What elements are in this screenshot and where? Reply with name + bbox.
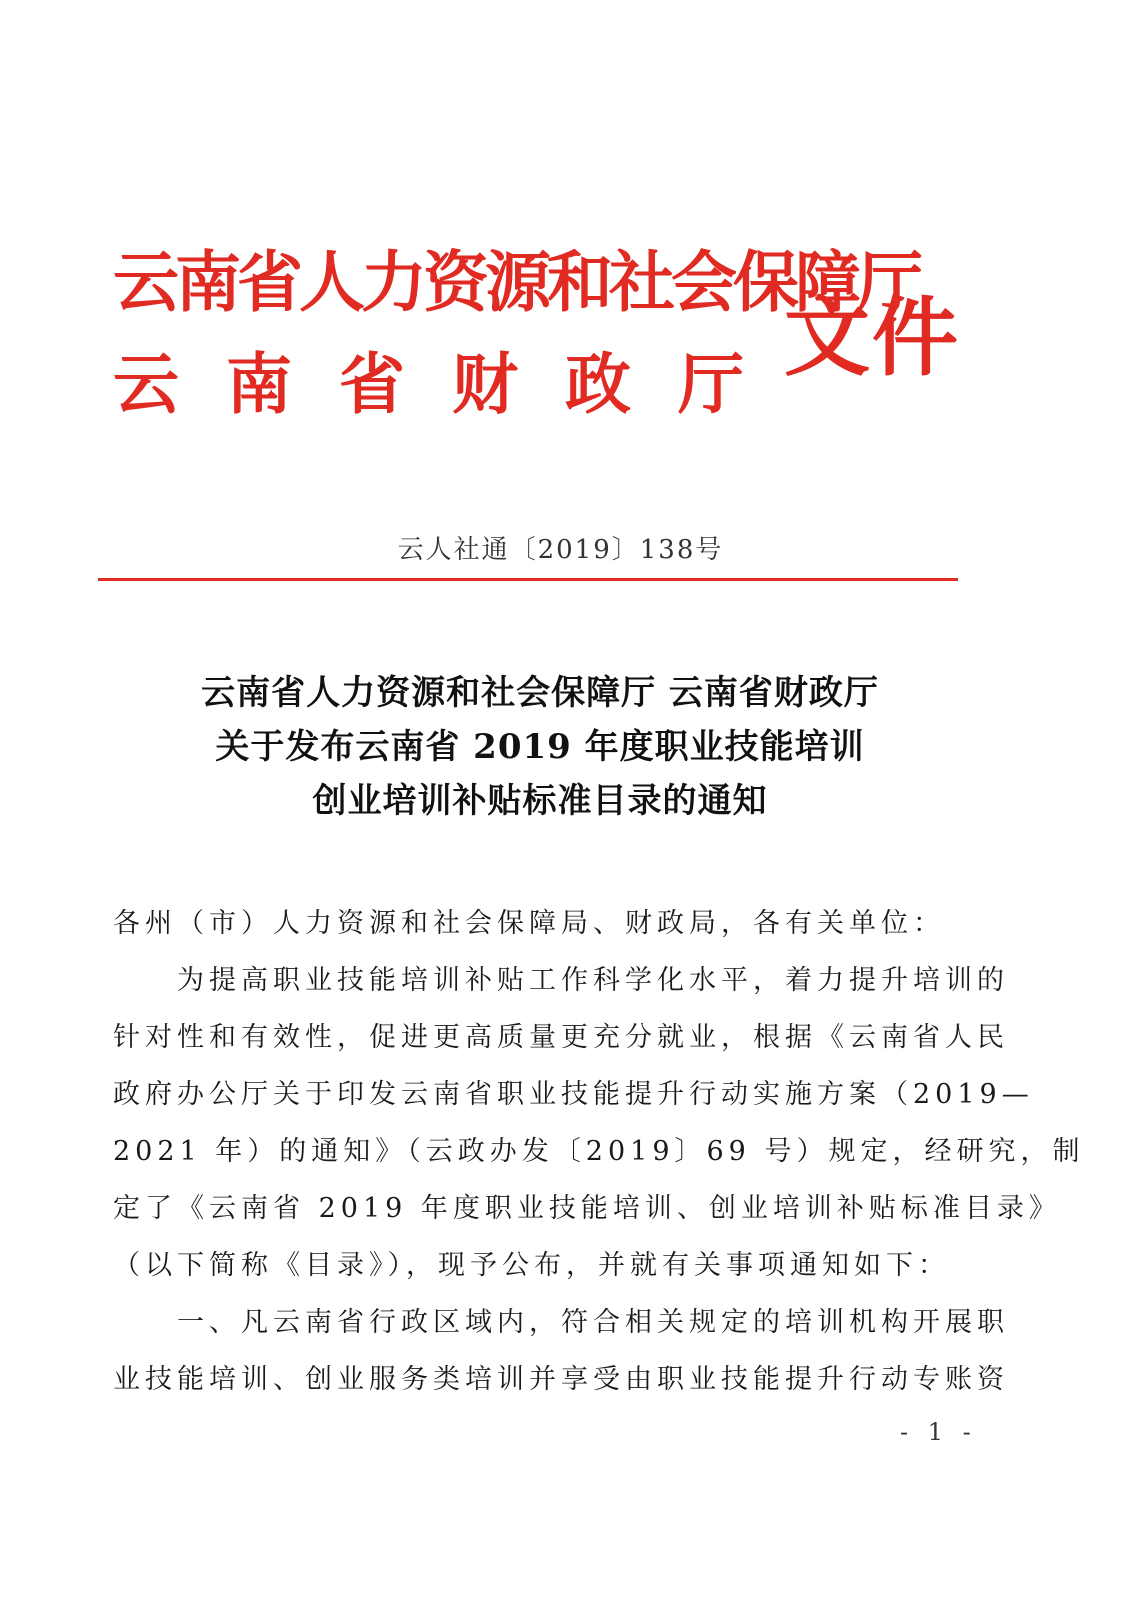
issuer-line-hrss: 云南省人力资源和社会保障厅 <box>113 243 919 321</box>
page-number: - 1 - <box>900 1418 977 1446</box>
red-divider <box>98 578 958 581</box>
body-line-5: 2021 年）的通知》（云政办发〔2019〕69 号）规定，经研究，制 <box>113 1136 1085 1167</box>
title-line-2: 关于发布云南省 2019 年度职业技能培训 <box>215 727 865 767</box>
body-line-4: 政府办公厅关于印发云南省职业技能提升行动实施方案（2019— <box>113 1079 1034 1110</box>
document-number: 云人社通〔2019〕138号 <box>397 535 724 565</box>
body-line-9: 业技能培训、创业服务类培训并享受由职业技能提升行动专账资 <box>113 1364 1009 1395</box>
body-line-3: 针对性和有效性，促进更高质量更充分就业，根据《云南省人民 <box>113 1022 1009 1053</box>
body-line-1: 各州（市）人力资源和社会保障局、财政局，各有关单位： <box>113 908 945 939</box>
body-line-7: （以下简称《目录》），现予公布，并就有关事项通知如下： <box>113 1250 950 1281</box>
title-line-1: 云南省人力资源和社会保障厅 云南省财政厅 <box>201 673 879 713</box>
document-word: 文件 <box>784 287 960 388</box>
body-line-6: 定了《云南省 2019 年度职业技能培训、创业培训补贴标准目录》 <box>113 1193 1061 1224</box>
title-line-3: 创业培训补贴标准目录的通知 <box>312 781 768 821</box>
issuer-line-finance: 云南省财政厅 <box>113 345 791 423</box>
body-line-8: 一、凡云南省行政区域内，符合相关规定的培训机构开展职 <box>113 1307 1009 1338</box>
body-line-2: 为提高职业技能培训补贴工作科学化水平，着力提升培训的 <box>113 965 1009 996</box>
